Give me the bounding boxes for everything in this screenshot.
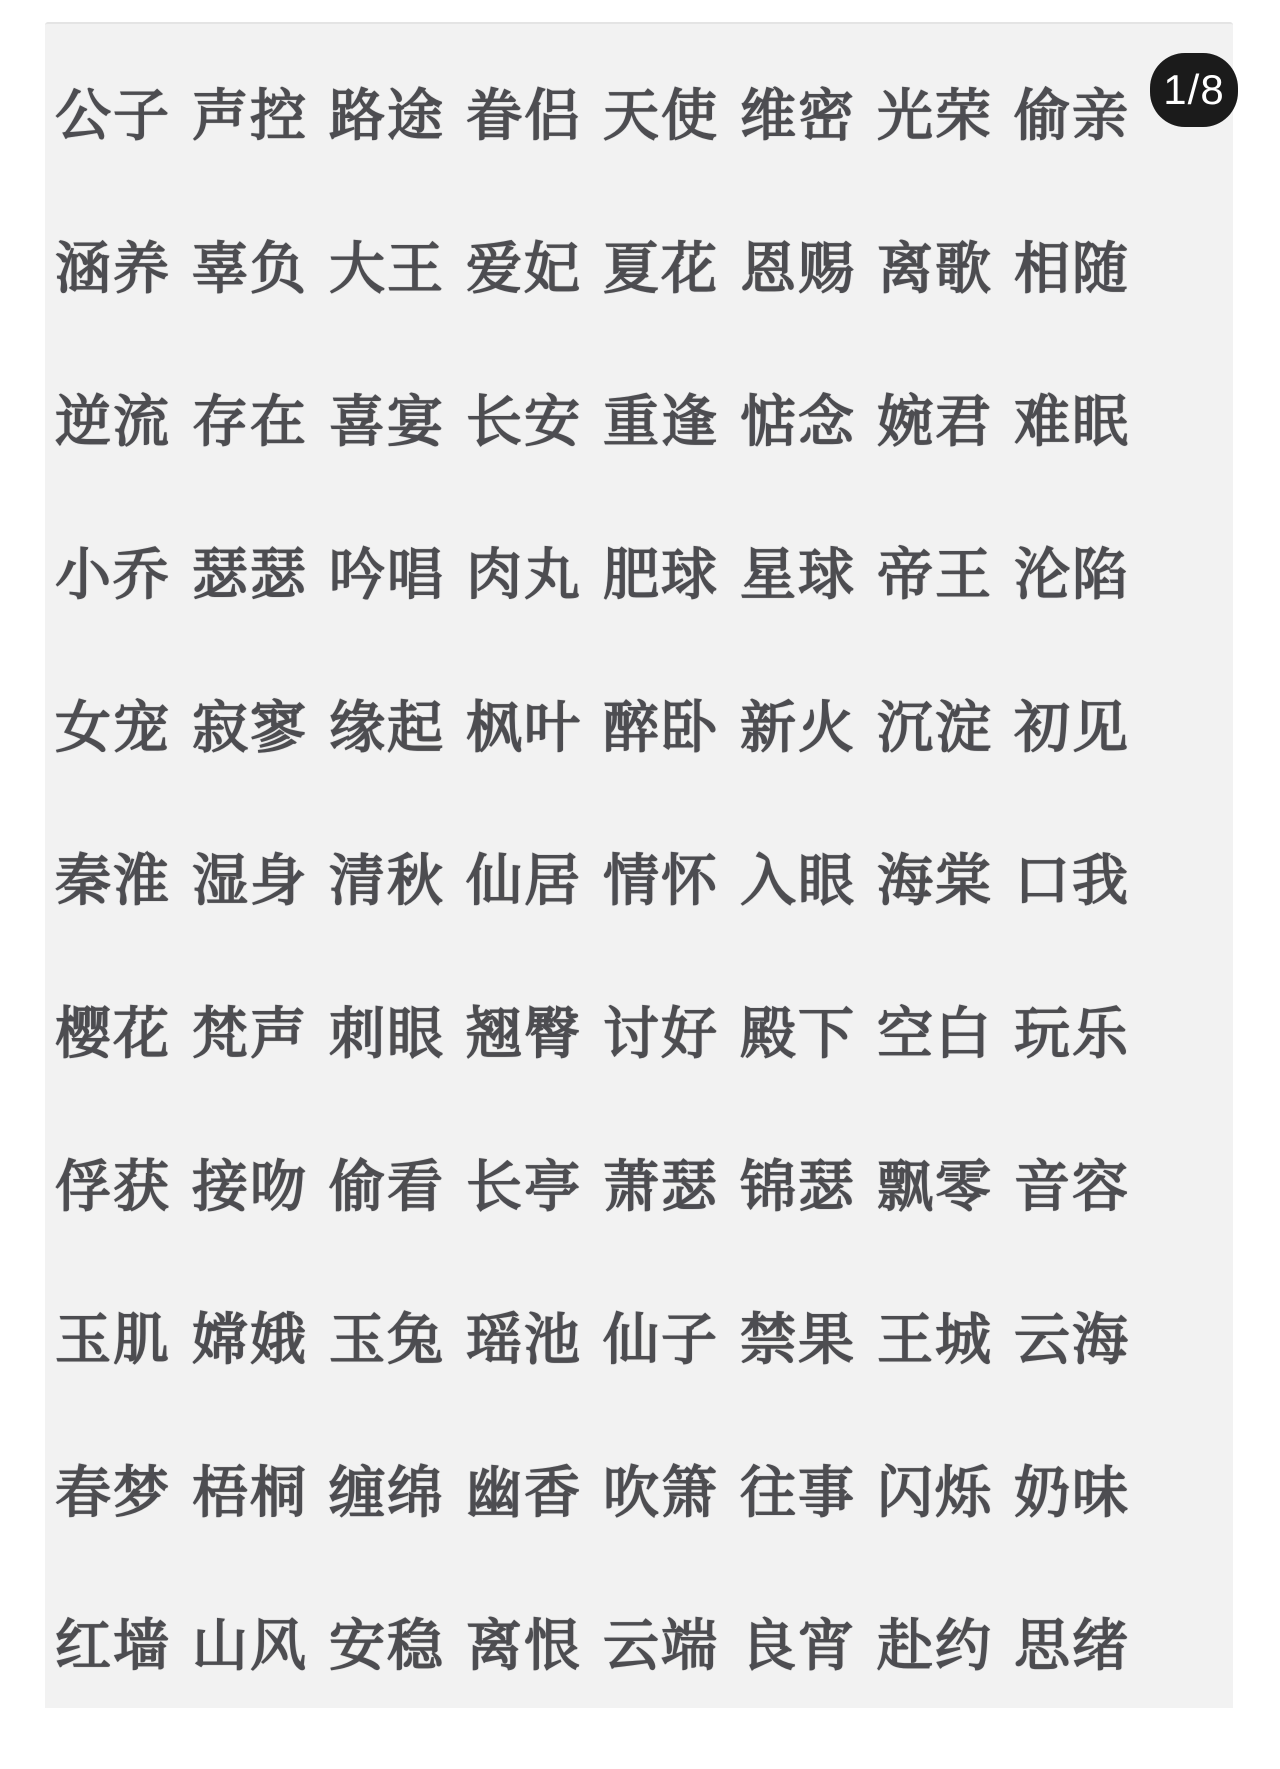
word: 离歌 [877, 237, 993, 300]
word: 思绪 [1014, 1614, 1130, 1677]
word: 维密 [740, 84, 856, 147]
word: 奶味 [1014, 1461, 1130, 1524]
word: 爱妃 [466, 237, 582, 300]
word: 翘臀 [466, 1002, 582, 1065]
word: 逆流 [55, 390, 171, 453]
word: 路途 [329, 84, 445, 147]
word-row [55, 1310, 1135, 1370]
word-row [55, 1463, 1135, 1523]
word: 小乔 [55, 543, 171, 606]
word: 吹箫 [603, 1461, 719, 1524]
word: 惦念 [740, 390, 856, 453]
word: 光荣 [877, 84, 993, 147]
word: 沉淀 [877, 696, 993, 759]
word: 喜宴 [329, 390, 445, 453]
word: 缠绵 [329, 1461, 445, 1524]
word: 肉丸 [466, 543, 582, 606]
word: 公子 [55, 84, 171, 147]
word: 俘获 [55, 1155, 171, 1218]
word: 刺眼 [329, 1002, 445, 1065]
word: 梵声 [192, 1002, 308, 1065]
word: 清秋 [329, 849, 445, 912]
word: 辜负 [192, 237, 308, 300]
word: 嫦娥 [192, 1308, 308, 1371]
word-row [55, 392, 1135, 452]
word: 云海 [1014, 1308, 1130, 1371]
word: 缘起 [329, 696, 445, 759]
word: 枫叶 [466, 696, 582, 759]
word-row [55, 1616, 1135, 1676]
word-row [55, 86, 1135, 146]
word: 湿身 [192, 849, 308, 912]
word: 存在 [192, 390, 308, 453]
word: 肥球 [603, 543, 719, 606]
word: 玉兔 [329, 1308, 445, 1371]
word: 梧桐 [192, 1461, 308, 1524]
word-list-image[interactable] [45, 22, 1233, 1708]
word: 涵养 [55, 237, 171, 300]
word-row [55, 698, 1135, 758]
word: 玩乐 [1014, 1002, 1130, 1065]
word: 长安 [466, 390, 582, 453]
word-row [55, 1157, 1135, 1217]
word: 红墙 [55, 1614, 171, 1677]
word: 大王 [329, 237, 445, 300]
word: 接吻 [192, 1155, 308, 1218]
word: 初见 [1014, 696, 1130, 759]
word: 禁果 [740, 1308, 856, 1371]
word: 寂寥 [192, 696, 308, 759]
word: 恩赐 [740, 237, 856, 300]
word: 入眼 [740, 849, 856, 912]
word: 良宵 [740, 1614, 856, 1677]
word: 夏花 [603, 237, 719, 300]
word: 往事 [740, 1461, 856, 1524]
word-row [55, 851, 1135, 911]
word-grid [55, 86, 1135, 1769]
word: 女宠 [55, 696, 171, 759]
word: 樱花 [55, 1002, 171, 1065]
word: 春梦 [55, 1461, 171, 1524]
word: 飘零 [877, 1155, 993, 1218]
word: 萧瑟 [603, 1155, 719, 1218]
word: 帝王 [877, 543, 993, 606]
word: 云端 [603, 1614, 719, 1677]
word: 离恨 [466, 1614, 582, 1677]
word: 吟唱 [329, 543, 445, 606]
word: 锦瑟 [740, 1155, 856, 1218]
word: 空白 [877, 1002, 993, 1065]
word: 相随 [1014, 237, 1130, 300]
word: 音容 [1014, 1155, 1130, 1218]
word: 安稳 [329, 1614, 445, 1677]
word: 眷侣 [466, 84, 582, 147]
word: 山风 [192, 1614, 308, 1677]
word-row [55, 545, 1135, 605]
word: 秦淮 [55, 849, 171, 912]
word: 新火 [740, 696, 856, 759]
word: 婉君 [877, 390, 993, 453]
word: 瑟瑟 [192, 543, 308, 606]
word: 沦陷 [1014, 543, 1130, 606]
word: 王城 [877, 1308, 993, 1371]
word-row [55, 1004, 1135, 1064]
word: 长亭 [466, 1155, 582, 1218]
word: 醉卧 [603, 696, 719, 759]
word-row [55, 239, 1135, 299]
word: 玉肌 [55, 1308, 171, 1371]
word: 情怀 [603, 849, 719, 912]
word: 瑶池 [466, 1308, 582, 1371]
word: 海棠 [877, 849, 993, 912]
page-indicator-label: 1/8 [1163, 66, 1225, 113]
word: 重逢 [603, 390, 719, 453]
word: 仙子 [603, 1308, 719, 1371]
word: 闪烁 [877, 1461, 993, 1524]
word: 星球 [740, 543, 856, 606]
word: 殿下 [740, 1002, 856, 1065]
word: 声控 [192, 84, 308, 147]
page-indicator-badge [1150, 53, 1238, 127]
word: 天使 [603, 84, 719, 147]
word: 口我 [1014, 849, 1130, 912]
word: 赴约 [877, 1614, 993, 1677]
word: 讨好 [603, 1002, 719, 1065]
word: 仙居 [466, 849, 582, 912]
word: 偷亲 [1014, 84, 1130, 147]
word: 幽香 [466, 1461, 582, 1524]
word: 偷看 [329, 1155, 445, 1218]
word: 难眠 [1014, 390, 1130, 453]
